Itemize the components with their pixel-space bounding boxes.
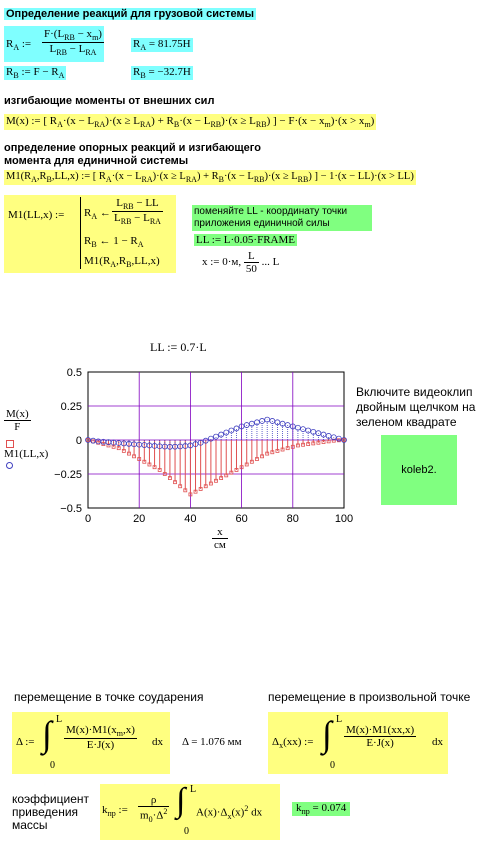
x-range-step-num: L — [244, 250, 259, 263]
x-range-lhs: x := 0·м, — [202, 256, 242, 269]
delta-lower: 0 — [50, 760, 55, 771]
x-tick-label: 60 — [235, 513, 248, 525]
x-axis-label-num: x — [212, 526, 228, 539]
y-tick-label: −0.25 — [54, 469, 82, 481]
x-range-rhs: ... L — [261, 256, 280, 269]
program-line1-lhs: $R_A$ ← — [84, 207, 111, 222]
x-tick-label: 80 — [286, 513, 299, 525]
x-range-step — [244, 250, 259, 275]
unit-moment-equation: $M1(R_A,R_B,LL,x)$ := [ $R_A\cdot(x - L_{RA})\cdot(x \ge L_{RA}) + R_B\cdot(x - L_{RB})\cdot(x \ge L_{RB})$ ] − 1·(x − LL)·(x > LL) — [6, 171, 414, 185]
deltax-def: $\Delta_x(xx)$ := — [272, 736, 314, 751]
video-line2: двойным щелчком на — [356, 400, 476, 414]
note-box — [192, 205, 372, 231]
x-range — [202, 250, 279, 275]
marker-blue — [254, 420, 259, 425]
y-tick-label: 0.5 — [66, 367, 82, 379]
x-tick-label: 40 — [184, 513, 197, 525]
deltax-dx: dx — [432, 736, 443, 748]
marker-blue — [306, 428, 311, 433]
x-tick-label: 100 — [334, 513, 354, 525]
marker-blue — [301, 427, 306, 432]
k-def: $k_{пр}$ := — [102, 804, 128, 819]
displacement-label-right: перемещение в произвольной точке — [268, 690, 471, 704]
deltax-fraction — [344, 724, 416, 749]
program-lhs: M1(LL,x) := — [8, 209, 65, 221]
y-tick-label: 0.25 — [60, 401, 82, 413]
moment-equation: M(x) := [ $R_A\cdot(x - L_{RA})\cdot(x \ge L_{RA}) + R_B\cdot(x - L_{RB})\cdot(x \ge L_{RB})$ ] − $F\cdot(x - x_m)\cdot(x > x_m)$ — [6, 115, 375, 130]
x-axis-label-den: см — [214, 539, 226, 551]
marker-blue — [214, 434, 219, 439]
section-header-loads: Определение реакций для грузовой системы — [6, 8, 255, 20]
section-header-unit-system-1: определение опорных реакций и изгибающего — [4, 142, 261, 154]
section-header-moments: изгибающие моменты от внешних сил — [4, 95, 215, 107]
marker-blue — [270, 418, 275, 423]
k-value: $k_{пр} = 0.074$ — [292, 802, 350, 816]
marker-blue — [229, 428, 234, 433]
delta-den: E·J(x) — [86, 739, 115, 752]
rb-definition: $R_B$ := $F - R_A$ — [6, 66, 65, 81]
chart[interactable] — [0, 360, 360, 560]
k-fraction: $\frac{\rho}{m_0\cdot\Delta^2}$ — [140, 794, 168, 824]
k-num: ρ — [138, 794, 169, 807]
legend-marker-blue — [6, 462, 13, 469]
k-integral — [100, 784, 280, 840]
program-block — [4, 195, 176, 273]
x-tick-label: 0 — [84, 513, 92, 525]
chart-svg — [0, 360, 360, 560]
ra-definition — [4, 26, 104, 62]
integral-sign-2: ∫ — [322, 714, 332, 754]
y-label-top-num: M(x) — [6, 408, 29, 420]
legend-marker-red — [6, 440, 14, 448]
integral-sign: ∫ — [42, 714, 52, 754]
marker-blue — [275, 420, 280, 425]
deltax-upper: L — [336, 714, 343, 725]
delta-value: Δ = 1.076 мм — [182, 736, 242, 748]
y-label-top — [4, 408, 31, 433]
k-upper: L — [190, 784, 197, 795]
coef-label — [12, 793, 89, 832]
y-tick-label: 0 — [75, 435, 82, 447]
deltax-num: M(x)·M1(xx,x) — [346, 724, 415, 736]
delta-dx: dx — [152, 736, 163, 748]
video-line1: Включите видеоклип — [356, 385, 473, 399]
x-axis-label — [212, 526, 228, 551]
rb-value: $R_B = -32.7H$ — [133, 66, 191, 81]
note-line1: поменяйте LL - координату точки — [194, 206, 348, 217]
ll-definition: LL := L·0.05·FRAME — [196, 234, 295, 246]
section-header-unit-system-2: момента для единичной системы — [4, 155, 189, 167]
x-range-step-den: 50 — [245, 263, 257, 275]
coef-label-line3: массы — [12, 818, 48, 832]
video-line3: зеленом квадрате — [356, 415, 457, 429]
delta-integral — [12, 712, 170, 774]
marker-blue — [224, 430, 229, 435]
note-line2: приложения единичной силы — [194, 218, 330, 229]
video-instruction — [356, 385, 475, 430]
deltax-integral — [268, 712, 448, 774]
program-line3: $M1(R_A,R_B,LL,x)$ — [84, 255, 160, 270]
integral-sign-3: ∫ — [176, 782, 186, 819]
deltax-lower: 0 — [330, 760, 335, 771]
video-clip-label: koleb2. — [401, 464, 437, 476]
ra-fraction: $F\cdot(L_{RB} - x_m)$ $L_{RB} - L_{RA}$ — [44, 28, 102, 58]
delta-def: Δ := — [16, 736, 35, 748]
program-line1-fraction: $L_{RB}$ − LL $L_{RB} - L_{RA}$ — [114, 197, 161, 227]
marker-blue — [260, 418, 265, 423]
ra-value: $R_A = 81.75H$ — [133, 38, 191, 53]
y-tick-label: −0.5 — [60, 503, 82, 515]
coef-label-line1: коэффициент — [12, 792, 90, 806]
y-label-bottom: M1(LL,x) — [4, 448, 49, 460]
x-tick-label: 20 — [133, 513, 146, 525]
coef-label-line2: приведения — [12, 805, 79, 819]
y-label-top-den: F — [14, 421, 21, 433]
deltax-den: E·J(x) — [366, 737, 394, 749]
program-line2: $R_B$ ← $1 - R_A$ — [84, 235, 144, 250]
k-lower: 0 — [184, 826, 189, 837]
delta-fraction: $\frac{M(x)\cdot M1(x_m,x)}{E\cdot J(x)}$ — [66, 724, 135, 752]
ll-value: LL := 0.7·L — [150, 340, 207, 354]
k-integrand: $A(x)\cdot\Delta_x(x)^2$ dx — [196, 804, 263, 821]
delta-upper: L — [56, 714, 63, 725]
ra-label: $R_A$ := — [6, 38, 32, 53]
video-clip-button[interactable] — [381, 435, 457, 505]
displacement-label-left: перемещение в точке соударения — [14, 690, 204, 704]
